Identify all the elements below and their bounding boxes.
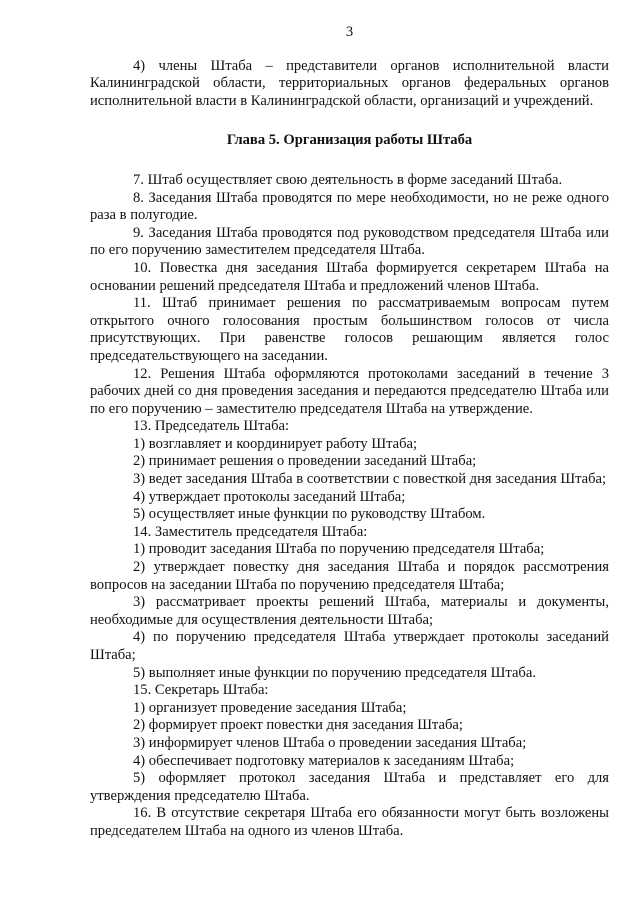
paragraph: 15. Секретарь Штаба: [133,682,269,699]
paragraph: 7. Штаб осуществляет свою деятельность в форме заседаний Штаба. [133,171,563,188]
paragraph: 14. Заместитель председателя Штаба: [133,523,368,540]
paragraph: 3) информирует членов Штаба о проведении заседания Штаба; [133,734,527,751]
paragraph: 11. Штаб принимает решения по рассматриваемым вопросам путем открытого очного голосования простым большинством голосов от числа присутствующих. При равенстве голосов решающим является голос председательствующего на заседании. [90,295,609,364]
paragraph: 9. Заседания Штаба проводятся под руководством председателя Штаба или по его поручению заместителем председателя Штаба. [90,224,609,259]
paragraph: 16. В отсутствие секретаря Штаба его обязанности могут быть возложены председателем Штаба на одного из членов Штаба. [90,805,609,839]
paragraph: 1) проводит заседания Штаба по поручению председателя Штаба; [133,541,545,558]
paragraph: 1) возглавляет и координирует работу Штаба; [133,435,418,452]
paragraph: 10. Повестка дня заседания Штаба формируется секретарем Штаба на основании решений председателя Штаба и предложений членов Штаба. [90,259,609,294]
paragraph: 4) утверждает протоколы заседаний Штаба; [133,488,406,505]
chapter-heading: Глава 5. Организация работы Штаба [226,132,473,149]
paragraph: 2) утверждает повестку дня заседания Штаба и порядок рассмотрения вопросов на заседании Штаба по поручению председателя Штаба; [90,559,609,593]
paragraph: 4) по поручению председателя Штаба утверждает протоколы заседаний Штаба; [90,629,609,663]
paragraph: 3) рассматривает проекты решений Штаба, материалы и документы, необходимые для осуществления деятельности Штаба; [90,594,609,628]
paragraph-intro: 4) члены Штаба – представители органов исполнительной власти Калининградской области, территориальных органов федеральных органов исполнительной власти в Калининградской области, организаций и учреждений. [90,57,609,109]
paragraph: 3) ведет заседания Штаба в соответствии с повесткой дня заседания Штаба; [133,471,607,488]
paragraph: 5) выполняет иные функции по поручению председателя Штаба. [133,664,536,681]
page-number: 3 [345,24,354,40]
paragraph: 8. Заседания Штаба проводятся по мере необходимости, но не реже одного раза в полугодие. [90,189,609,224]
paragraph: 13. Председатель Штаба: [133,418,290,435]
paragraph: 5) оформляет протокол заседания Штаба и представляет его для утверждения председателю Штаба. [90,770,609,804]
paragraph: 4) обеспечивает подготовку материалов к заседаниям Штаба; [133,752,515,769]
paragraph-list [90,172,609,841]
paragraph: 2) принимает решения о проведении заседаний Штаба; [133,453,477,470]
paragraph: 12. Решения Штаба оформляются протоколами заседаний в течение 3 рабочих дней со дня проведения заседания и передаются председателю Штаба или по его поручению – заместителю председателя Штаба на утверждение. [90,365,609,417]
paragraph: 2) формирует проект повестки дня заседания Штаба; [133,717,463,734]
paragraph: 1) организует проведение заседания Штаба; [133,699,407,716]
paragraph: 5) осуществляет иные функции по руководству Штабом. [133,506,486,523]
